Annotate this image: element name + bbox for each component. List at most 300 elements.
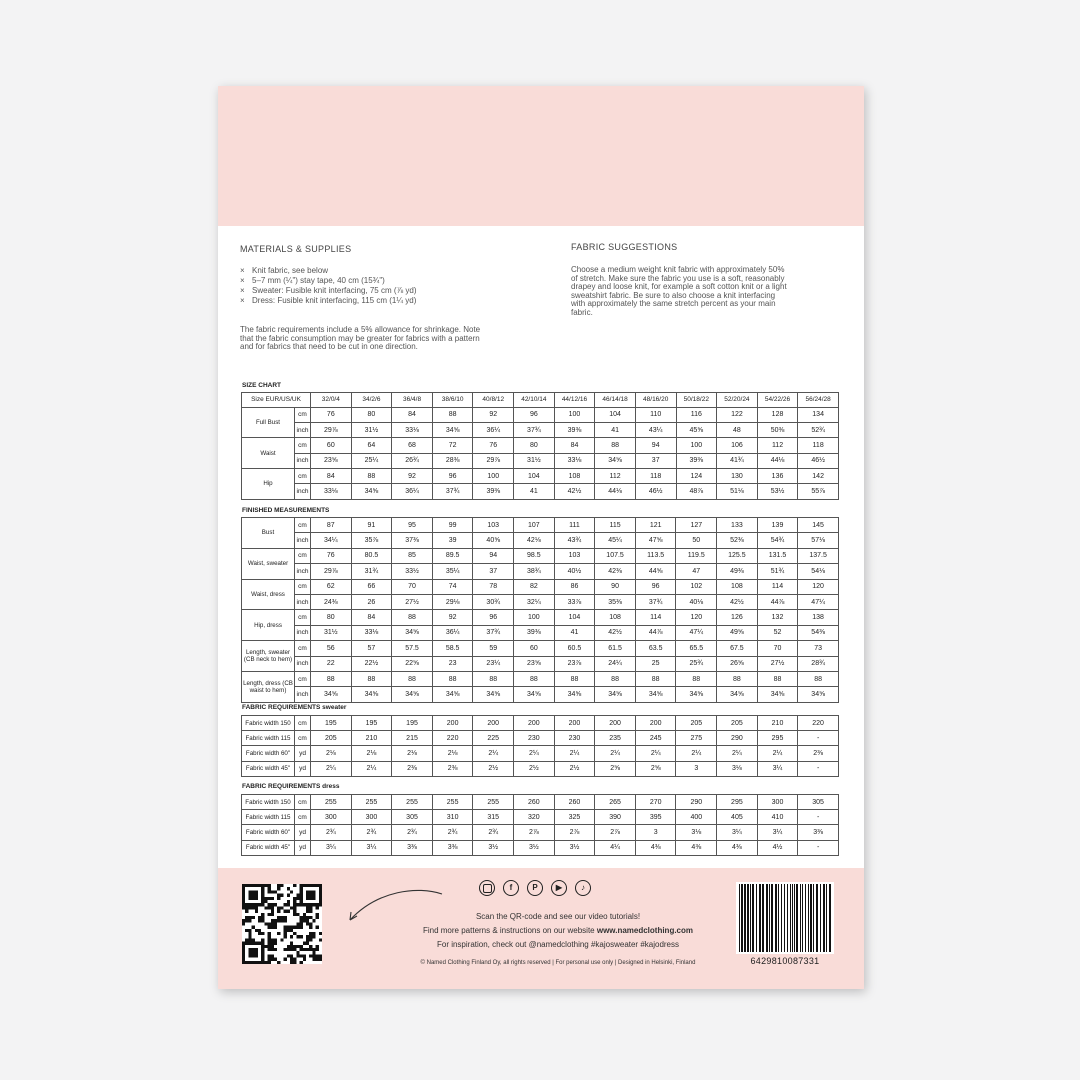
value-cell: 23 — [432, 656, 473, 671]
unit-cell: cm — [295, 579, 311, 594]
size-column-header: 48/16/20 — [635, 393, 676, 408]
materials-list — [240, 266, 417, 306]
footer-website-prefix: Find more patterns & instructions on our website — [422, 926, 597, 935]
size-column-header: 50/18/22 — [676, 393, 717, 408]
table-row — [242, 810, 839, 825]
fabric-sweater-table — [241, 715, 839, 777]
value-cell: 92 — [392, 469, 433, 484]
value-cell: 265 — [595, 795, 636, 810]
value-cell: 23⅞ — [554, 656, 595, 671]
value-cell: 3 — [635, 825, 676, 840]
value-cell: 300 — [311, 810, 352, 825]
value-cell: 44⅛ — [595, 484, 636, 499]
value-cell: 34⅝ — [351, 687, 392, 702]
size-chart-title: SIZE CHART — [242, 382, 281, 389]
value-cell: 39⅜ — [514, 625, 555, 640]
text-line: Choose a medium weight knit fabric with approximately 50% — [571, 265, 785, 274]
value-cell: 34⅝ — [392, 687, 433, 702]
unit-cell: cm — [295, 407, 311, 422]
value-cell: 225 — [473, 731, 514, 746]
value-cell: 210 — [351, 731, 392, 746]
size-column-header: 38/6/10 — [432, 393, 473, 408]
value-cell: 25 — [635, 656, 676, 671]
value-cell: 23¼ — [473, 656, 514, 671]
value-cell: 42⅜ — [595, 564, 636, 579]
table-row — [242, 795, 839, 810]
value-cell: 49⅜ — [717, 564, 758, 579]
value-cell: 60.5 — [554, 641, 595, 656]
unit-cell: inch — [295, 656, 311, 671]
value-cell: 103 — [473, 518, 514, 533]
value-cell: 34⅝ — [757, 687, 798, 702]
footer-band — [218, 868, 864, 989]
value-cell: 22⅝ — [392, 656, 433, 671]
value-cell: 26 — [351, 594, 392, 609]
value-cell: 2¾ — [351, 825, 392, 840]
value-cell: 125.5 — [717, 548, 758, 563]
value-cell: 41 — [554, 625, 595, 640]
table-row — [242, 438, 839, 453]
value-cell: 91 — [351, 518, 392, 533]
value-cell: 88 — [514, 671, 555, 686]
value-cell: 220 — [798, 716, 839, 731]
value-cell: 3⅜ — [798, 825, 839, 840]
value-cell: 42⅛ — [514, 533, 555, 548]
value-cell: 76 — [311, 548, 352, 563]
value-cell: 112 — [757, 438, 798, 453]
value-cell: 66 — [351, 579, 392, 594]
value-cell: 255 — [351, 795, 392, 810]
value-cell: 130 — [717, 469, 758, 484]
unit-cell: inch — [295, 422, 311, 437]
table-row — [242, 641, 839, 656]
value-cell: 90 — [595, 579, 636, 594]
fabric-width-label: Fabric width 115 — [242, 731, 295, 746]
value-cell: 53½ — [757, 484, 798, 499]
value-cell: 100 — [676, 438, 717, 453]
value-cell: 36¼ — [432, 625, 473, 640]
value-cell: 46½ — [798, 453, 839, 468]
value-cell: 3⅛ — [717, 761, 758, 776]
value-cell: 68 — [392, 438, 433, 453]
value-cell: 70 — [757, 641, 798, 656]
value-cell: 43¾ — [554, 533, 595, 548]
value-cell: 210 — [757, 716, 798, 731]
value-cell: 300 — [351, 810, 392, 825]
value-cell: 34⅝ — [717, 687, 758, 702]
unit-cell: inch — [295, 564, 311, 579]
value-cell: 34⅝ — [554, 687, 595, 702]
fabric-width-label: Fabric width 150 — [242, 716, 295, 731]
table-row — [242, 518, 839, 533]
value-cell: 34⅝ — [473, 687, 514, 702]
value-cell: 315 — [473, 810, 514, 825]
measurement-label: Waist, sweater — [242, 548, 295, 579]
table-row — [242, 746, 839, 761]
value-cell: 37⅜ — [392, 533, 433, 548]
value-cell: 36¼ — [392, 484, 433, 499]
value-cell: 121 — [635, 518, 676, 533]
value-cell: 2¼ — [351, 761, 392, 776]
value-cell: 2¼ — [676, 746, 717, 761]
unit-cell: inch — [295, 687, 311, 702]
value-cell: 395 — [635, 810, 676, 825]
value-cell: 137.5 — [798, 548, 839, 563]
value-cell: 37 — [473, 564, 514, 579]
value-cell: 28⅜ — [432, 453, 473, 468]
value-cell: 195 — [392, 716, 433, 731]
size-column-header: 56/24/28 — [798, 393, 839, 408]
value-cell: 22 — [311, 656, 352, 671]
value-cell: 44⅝ — [635, 564, 676, 579]
value-cell: 270 — [635, 795, 676, 810]
value-cell: 56 — [311, 641, 352, 656]
value-cell: 37¾ — [635, 594, 676, 609]
value-cell: 2¾ — [392, 825, 433, 840]
text-line: sweatshirt fabric. Be sure to also choose a knit interfacing — [571, 290, 776, 300]
value-cell: 2¼ — [554, 746, 595, 761]
unit-cell: yd — [295, 761, 311, 776]
value-cell: 122 — [717, 407, 758, 422]
value-cell: 2¼ — [473, 746, 514, 761]
value-cell: 23⅝ — [311, 453, 352, 468]
value-cell: 114 — [757, 579, 798, 594]
bullet-x-icon: × — [240, 266, 245, 275]
value-cell: 128 — [757, 407, 798, 422]
measurement-label: Length, dress (CB waist to hem) — [242, 671, 295, 702]
value-cell: 40⅝ — [473, 533, 514, 548]
value-cell: 96 — [473, 610, 514, 625]
value-cell: 76 — [473, 438, 514, 453]
fabric-width-label: Fabric width 60" — [242, 746, 295, 761]
value-cell: 400 — [676, 810, 717, 825]
size-column-header: 36/4/8 — [392, 393, 433, 408]
value-cell: 295 — [757, 731, 798, 746]
value-cell: 51¾ — [757, 564, 798, 579]
value-cell: 245 — [635, 731, 676, 746]
value-cell: 3¼ — [757, 761, 798, 776]
size-column-header: 32/0/4 — [311, 393, 352, 408]
value-cell: 46½ — [635, 484, 676, 499]
qr-code[interactable] — [242, 884, 322, 964]
materials-item-text: Dress: Fusible knit interfacing, 115 cm (1¼ yd) — [252, 296, 417, 305]
value-cell: 102 — [676, 579, 717, 594]
unit-cell: cm — [295, 469, 311, 484]
value-cell: 116 — [676, 407, 717, 422]
value-cell: 88 — [595, 671, 636, 686]
value-cell: 44⅛ — [757, 453, 798, 468]
unit-cell: inch — [295, 594, 311, 609]
social-icons — [479, 880, 599, 900]
table-row — [242, 453, 839, 468]
value-cell: 120 — [676, 610, 717, 625]
value-cell: 70 — [392, 579, 433, 594]
value-cell: 2⅛ — [432, 746, 473, 761]
value-cell: 195 — [311, 716, 352, 731]
value-cell: 124 — [676, 469, 717, 484]
value-cell: 2¾ — [311, 825, 352, 840]
value-cell: 108 — [717, 579, 758, 594]
fabric-dress-title: FABRIC REQUIREMENTS dress — [242, 783, 340, 790]
value-cell: 24⅜ — [311, 594, 352, 609]
value-cell: 295 — [717, 795, 758, 810]
value-cell: 34⅝ — [798, 687, 839, 702]
value-cell: 138 — [798, 610, 839, 625]
value-cell: 104 — [514, 469, 555, 484]
value-cell: 107.5 — [595, 548, 636, 563]
value-cell: 52 — [757, 625, 798, 640]
value-cell: 60 — [311, 438, 352, 453]
value-cell: 59 — [473, 641, 514, 656]
value-cell: 3⅜ — [392, 840, 433, 855]
value-cell: 86 — [554, 579, 595, 594]
footer-line-video: Scan the QR-code and see our video tutorials! — [475, 912, 641, 921]
value-cell: 76 — [311, 407, 352, 422]
value-cell: 72 — [432, 438, 473, 453]
text-line: The fabric requirements include a 5% allowance for shrinkage. Note — [240, 325, 481, 334]
unit-cell: cm — [295, 641, 311, 656]
value-cell: 2⅛ — [392, 746, 433, 761]
materials-item-text: Sweater: Fusible knit interfacing, 75 cm (⅞ yd) — [252, 286, 417, 295]
value-cell: 88 — [351, 671, 392, 686]
value-cell: 205 — [717, 716, 758, 731]
copyright-text: © Named Clothing Finland Oy, all rights reserved | For personal use only | Designed in Helsinki, Finland — [420, 960, 696, 966]
value-cell: 290 — [676, 795, 717, 810]
value-cell: 27½ — [757, 656, 798, 671]
size-column-header: 34/2/6 — [351, 393, 392, 408]
value-cell: 54¾ — [757, 533, 798, 548]
value-cell: 2⅞ — [514, 825, 555, 840]
measurement-label: Waist — [242, 438, 295, 469]
text-line: with approximately the same stretch percent as your main — [571, 299, 776, 309]
value-cell: 96 — [432, 469, 473, 484]
value-cell: 2¾ — [432, 825, 473, 840]
value-cell: 88 — [798, 671, 839, 686]
value-cell: 34¼ — [311, 533, 352, 548]
value-cell: 45⅝ — [676, 422, 717, 437]
value-cell: 39⅜ — [554, 422, 595, 437]
value-cell: 2⅜ — [798, 746, 839, 761]
value-cell: 145 — [798, 518, 839, 533]
value-cell: 48⅞ — [676, 484, 717, 499]
value-cell: 61.5 — [595, 641, 636, 656]
value-cell: 52¾ — [798, 422, 839, 437]
measurement-label: Bust — [242, 518, 295, 549]
value-cell: 47¼ — [798, 594, 839, 609]
value-cell: 37¾ — [432, 484, 473, 499]
value-cell: 54⅜ — [798, 625, 839, 640]
value-cell: - — [798, 840, 839, 855]
value-cell: 80 — [311, 610, 352, 625]
fabric-dress-table — [241, 794, 839, 856]
value-cell: 62 — [311, 579, 352, 594]
value-cell: 32¼ — [514, 594, 555, 609]
value-cell: 3¼ — [717, 825, 758, 840]
value-cell: 88 — [595, 438, 636, 453]
value-cell: 57.5 — [392, 641, 433, 656]
value-cell: 80 — [351, 407, 392, 422]
value-cell: 275 — [676, 731, 717, 746]
value-cell: 85 — [392, 548, 433, 563]
unit-cell: yd — [295, 840, 311, 855]
measurement-label: Full Bust — [242, 407, 295, 438]
value-cell: 34⅝ — [392, 625, 433, 640]
pinterest-icon[interactable]: P — [527, 880, 543, 896]
value-cell: 31½ — [351, 422, 392, 437]
value-cell: 88 — [676, 671, 717, 686]
unit-cell: cm — [295, 731, 311, 746]
table-row — [242, 625, 839, 640]
value-cell: 28¾ — [798, 656, 839, 671]
materials-item-text: Knit fabric, see below — [252, 266, 329, 275]
measurement-label: Hip — [242, 469, 295, 500]
unit-cell: cm — [295, 795, 311, 810]
fabric-width-label: Fabric width 60" — [242, 825, 295, 840]
unit-cell: cm — [295, 671, 311, 686]
value-cell: 88 — [635, 671, 676, 686]
value-cell: 31½ — [514, 453, 555, 468]
value-cell: 84 — [392, 407, 433, 422]
unit-cell: inch — [295, 484, 311, 499]
measurement-label: Hip, dress — [242, 610, 295, 641]
value-cell: 37 — [635, 453, 676, 468]
footer-line-inspiration: For inspiration, check out @namedclothing #kajosweater #kajodress — [436, 940, 680, 949]
value-cell: 106 — [717, 438, 758, 453]
value-cell: 45¼ — [595, 533, 636, 548]
value-cell: 44⅞ — [757, 594, 798, 609]
value-cell: 84 — [311, 469, 352, 484]
value-cell: 195 — [351, 716, 392, 731]
value-cell: 4⅜ — [717, 840, 758, 855]
value-cell: 57 — [351, 641, 392, 656]
table-row — [242, 610, 839, 625]
value-cell: 38¾ — [514, 564, 555, 579]
materials-item — [240, 296, 417, 306]
materials-item — [240, 266, 417, 276]
value-cell: 47 — [676, 564, 717, 579]
tiktok-icon[interactable]: ♪ — [575, 880, 591, 896]
value-cell: 3⅛ — [676, 825, 717, 840]
value-cell: 2⅞ — [554, 825, 595, 840]
value-cell: 41¾ — [717, 453, 758, 468]
value-cell: 51⅛ — [717, 484, 758, 499]
table-row — [242, 407, 839, 422]
value-cell: 2⅜ — [392, 761, 433, 776]
value-cell: 26⅝ — [717, 656, 758, 671]
value-cell: 405 — [717, 810, 758, 825]
value-cell: 88 — [351, 469, 392, 484]
value-cell: 2¾ — [473, 825, 514, 840]
value-cell: 107 — [514, 518, 555, 533]
value-cell: 3½ — [514, 840, 555, 855]
value-cell: 47¼ — [676, 625, 717, 640]
fabric-suggestions-text — [571, 266, 841, 318]
value-cell: 33⅛ — [392, 422, 433, 437]
value-cell: 74 — [432, 579, 473, 594]
facebook-icon[interactable]: f — [503, 880, 519, 896]
value-cell: 115 — [595, 518, 636, 533]
value-cell: 40½ — [554, 564, 595, 579]
value-cell: 52⅜ — [717, 533, 758, 548]
value-cell: 37¾ — [473, 625, 514, 640]
value-cell: 34⅝ — [676, 687, 717, 702]
value-cell: 29⅞ — [311, 564, 352, 579]
value-cell: 33⅛ — [351, 625, 392, 640]
value-cell: 113.5 — [635, 548, 676, 563]
value-cell: 55⅞ — [798, 484, 839, 499]
value-cell: 34⅝ — [432, 422, 473, 437]
value-cell: 133 — [717, 518, 758, 533]
pattern-back-cover — [218, 86, 864, 989]
value-cell: 29⅞ — [473, 453, 514, 468]
value-cell: 78 — [473, 579, 514, 594]
fabric-width-label: Fabric width 45" — [242, 840, 295, 855]
table-row — [242, 716, 839, 731]
youtube-icon[interactable]: ▶ — [551, 880, 567, 896]
measurement-label: Length, sweater (CB neck to hem) — [242, 641, 295, 672]
table-row — [242, 564, 839, 579]
value-cell: 29⅛ — [432, 594, 473, 609]
value-cell: 310 — [432, 810, 473, 825]
value-cell: 255 — [311, 795, 352, 810]
value-cell: 114 — [635, 610, 676, 625]
unit-cell: inch — [295, 625, 311, 640]
text-line: and for fabrics that need to be cut in one direction. — [240, 342, 418, 352]
value-cell: 2¼ — [757, 746, 798, 761]
value-cell: 300 — [757, 795, 798, 810]
value-cell: 2¼ — [311, 761, 352, 776]
value-cell: 33⅛ — [554, 453, 595, 468]
value-cell: 88 — [432, 671, 473, 686]
value-cell: 2½ — [554, 761, 595, 776]
header-pink-band — [218, 86, 864, 226]
value-cell: 42½ — [554, 484, 595, 499]
unit-cell: yd — [295, 825, 311, 840]
table-row — [242, 422, 839, 437]
value-cell: 132 — [757, 610, 798, 625]
value-cell: 25¾ — [676, 656, 717, 671]
instagram-icon[interactable] — [479, 880, 495, 896]
value-cell: 200 — [554, 716, 595, 731]
value-cell: 82 — [514, 579, 555, 594]
value-cell: 34⅝ — [514, 687, 555, 702]
table-row — [242, 656, 839, 671]
value-cell: 131.5 — [757, 548, 798, 563]
measurement-label: Waist, dress — [242, 579, 295, 610]
website-link[interactable]: www.namedclothing.com — [596, 926, 693, 935]
value-cell: 49⅝ — [717, 625, 758, 640]
value-cell: 230 — [514, 731, 555, 746]
value-cell: 4¼ — [595, 840, 636, 855]
size-column-header: 44/12/16 — [554, 393, 595, 408]
value-cell: 47⅝ — [635, 533, 676, 548]
value-cell: 200 — [514, 716, 555, 731]
value-cell: 22½ — [351, 656, 392, 671]
value-cell: 96 — [514, 407, 555, 422]
value-cell: 110 — [635, 407, 676, 422]
footer-line-website — [348, 926, 768, 935]
value-cell: 220 — [432, 731, 473, 746]
value-cell: 3¼ — [757, 825, 798, 840]
value-cell: 104 — [554, 610, 595, 625]
unit-cell: yd — [295, 746, 311, 761]
value-cell: 39⅜ — [676, 453, 717, 468]
size-column-header: 52/20/24 — [717, 393, 758, 408]
text-line: of stretch. Make sure the fabric you use is a soft, reasonably — [571, 273, 785, 283]
value-cell: 67.5 — [717, 641, 758, 656]
value-cell: 88 — [473, 671, 514, 686]
value-cell: 118 — [798, 438, 839, 453]
